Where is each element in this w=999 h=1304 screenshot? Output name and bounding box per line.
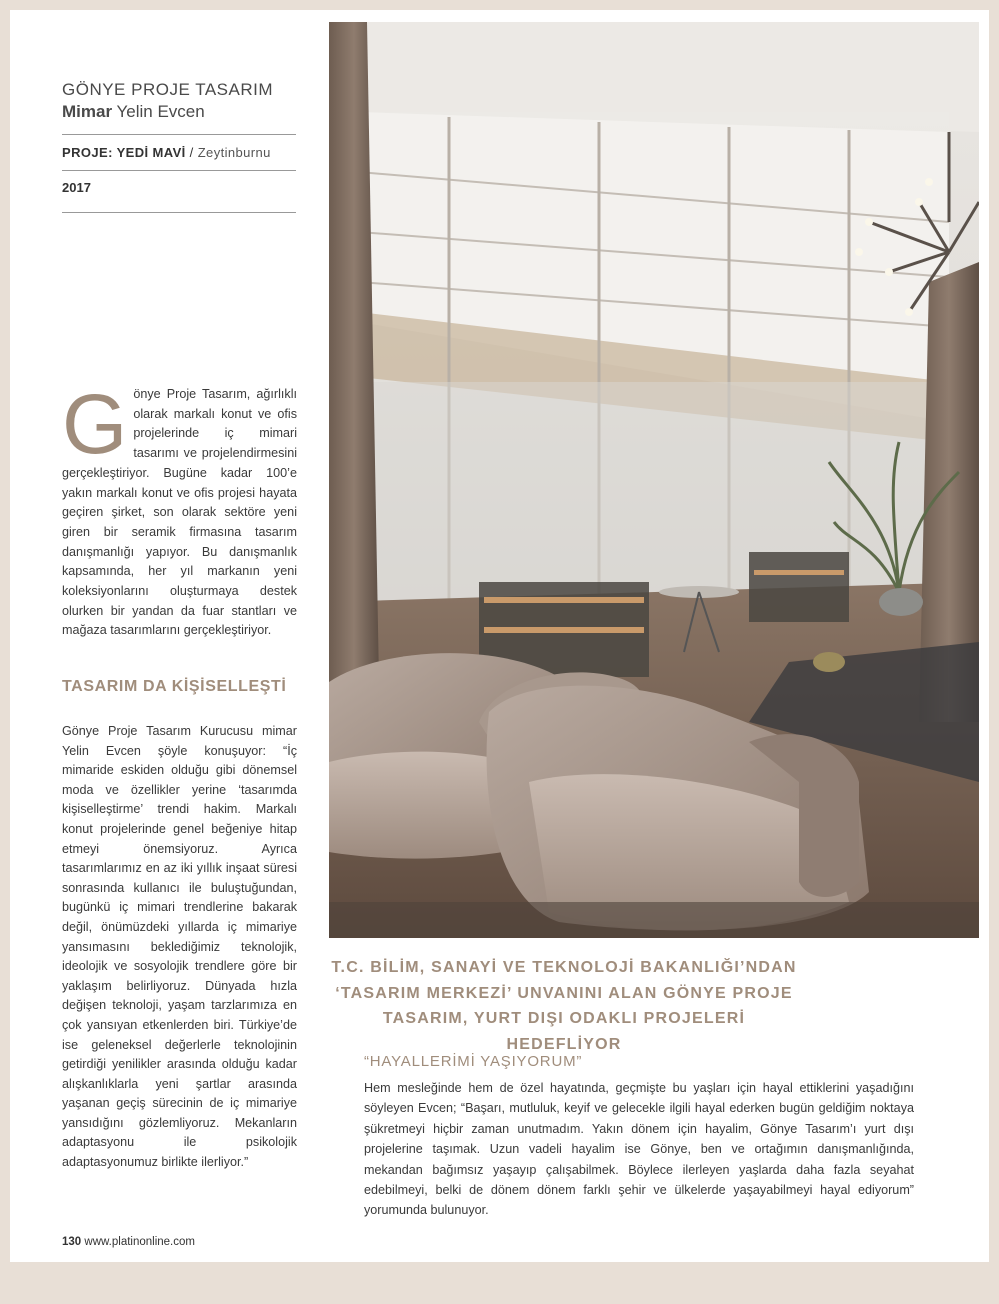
drop-cap: G: [62, 377, 128, 471]
page-number: 130: [62, 1236, 82, 1248]
section-paragraph: Gönye Proje Tasarım Kurucusu mimar Yelin Evcen şöyle konuşuyor: “İç mimaride eskiden olduğu gibi dönemsel moda ve özellikler yerine ‘tasarımda kişiselleştirme’ trendi hakim. Markalı konut projelerinde genel beğeniye hitap etmeyi önemsiyoruz. Ayrıca tasarımlarımız en az iki yıllık inşaat süresi sonrasında kullanıcı ile buluştuğundan, bugünkü iç mimari trendlerine bakarak değil, önümüzdeki yıllarda iç mimariye yansımasını beklediğimiz teknolojik, ideolojik ve sosyolojik trendlere göre bir yaklaşım belirliyoruz. Dünyada hızla değişen teknoloji, yaşam tarzlarımıza en çok yansıyan etkenlerden biri. Türkiye’de ise geleneksel değerlerle teknolojinin getirdiği yenilikler arasında olduğu kadar alışkanlıklarla yeni şartlar arasında yaşanan geçiş sürecinin de iç mimariye yansıdığını gözlemliyoruz. Mekanların adaptasyonu ile psikolojik adaptasyonumuz birlikte ilerliyor.”: [62, 724, 297, 1170]
pull-quote-line: TASARIM, YURT DIŞI ODAKLI PROJELERİ HEDEFLİYOR: [382, 1010, 746, 1053]
section-heading: “HAYALLERİMİ YAŞIYORUM”: [364, 1053, 583, 1070]
project-separator: /: [185, 145, 198, 160]
pull-quote-line: ‘TASARIM MERKEZİ’ UNVANINI ALAN GÖNYE PROJE: [335, 984, 793, 1002]
top-margin-band: [0, 0, 999, 10]
website-url: www.platinonline.com: [84, 1236, 195, 1248]
header-rule: [62, 212, 296, 213]
architect-role: Mimar: [62, 102, 113, 121]
project-line: [62, 145, 271, 160]
page-footer: [62, 1236, 195, 1248]
bottom-margin-band: [0, 1262, 999, 1304]
firm-name: GÖNYE PROJE TASARIM: [62, 80, 274, 99]
interior-photo-illustration: [329, 22, 979, 938]
intro-text: önye Proje Tasarım, ağırlıklı olarak markalı konut ve ofis projelerinde iç mimari tasarımı ve projelendirmesini gerçekleştiriyor. Bugüne kadar 100’e yakın markalı konut ve ofis projesi hayata geçiren şirket, son olarak sektöre yeni giren bir seramik firmasına tasarım danışmanlığı yapıyor. Bu danışmanlık kapsamında, her yıl markanın yeni koleksiyonlarını oluşturmaya destek olurken bir yandan da fuar stantları ve mağaza tasarımlarını gerçekleştiriyor.: [62, 387, 297, 638]
architect-name: Yelin Evcen: [116, 102, 205, 121]
pull-quote: [329, 955, 799, 1057]
section-heading: TASARIM DA KİŞİSELLEŞTİ: [62, 678, 287, 695]
architect-credit: [62, 102, 205, 122]
pull-quote-line: T.C. BİLİM, SANAYİ VE TEKNOLOJİ BAKANLIĞI’NDAN: [331, 959, 797, 976]
project-year: 2017: [62, 180, 91, 195]
project-label: PROJE: YEDİ MAVİ: [62, 145, 186, 160]
intro-paragraph: [62, 377, 297, 641]
header-rule: [62, 170, 296, 171]
header-rule: [62, 134, 296, 135]
interior-photo: [329, 22, 979, 938]
section-paragraph: Hem mesleğinde hem de özel hayatında, geçmişte bu yaşları için hayal ettiklerini yaşadığını söyleyen Evcen; “Başarı, mutluluk, keyif ve gelecekle ilgili hayal ederken bugün geldiğim noktaya şükretmeyi hiçbir zaman unutmadım. Yakın dönem için hayalim, Gönye Tasarım’ı yurt dışı projelerine taşımak. Uzun vadeli hayalim ise Gönye, ben ve ortağımın danışmanlığında, mekandan bağımsız yaşayıp çalışabilmek. Böylece ilerleyen yaşlarda daha fazla seyahat edebilmeyi, belki de dönem dönem farklı şehir ve ülkelerde yaşayabilmeyi hayal ediyorum” yorumunda bulunuyor.: [364, 1081, 914, 1218]
project-location: Zeytinburnu: [197, 145, 271, 160]
